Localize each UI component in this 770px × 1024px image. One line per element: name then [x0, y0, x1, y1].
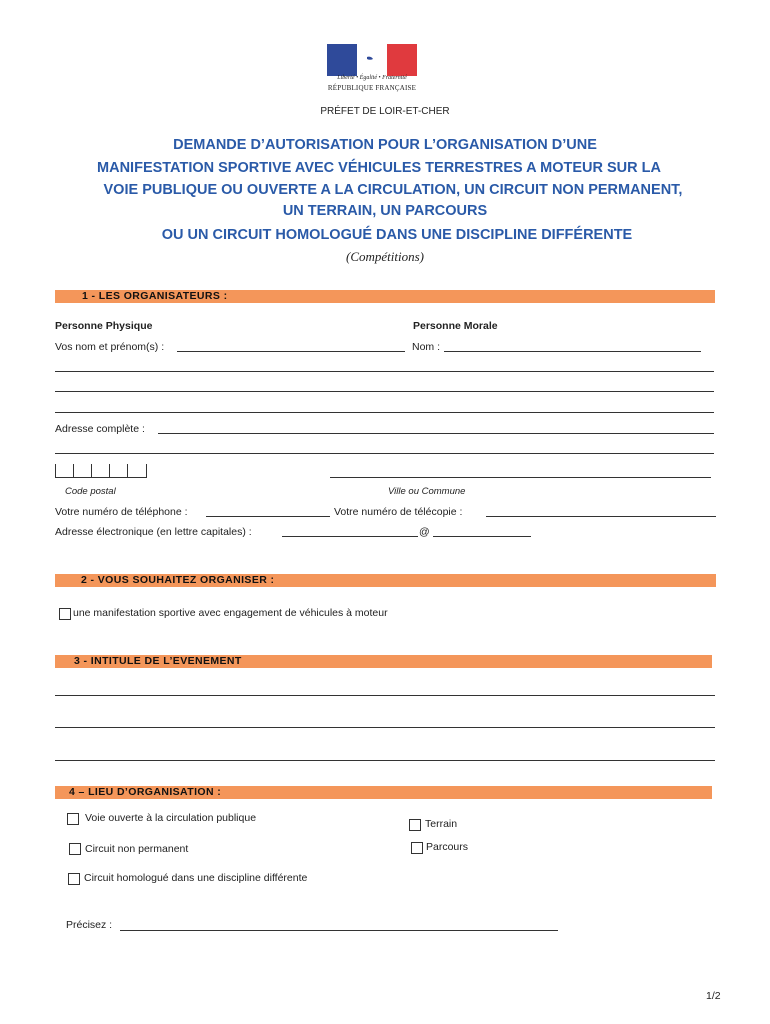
section-4-header [55, 786, 712, 799]
telecopie-label: Votre numéro de télécopie : [334, 506, 463, 518]
title-line-3: VOIE PUBLIQUE OU OUVERTE A LA CIRCULATION, UN CIRCUIT NON PERMANENT, [103, 182, 683, 198]
precisez-field[interactable] [120, 930, 558, 931]
section-2-title: 2 - VOUS SOUHAITEZ ORGANISER : [81, 574, 275, 586]
republique-francaise-logo [327, 44, 417, 96]
circuit-homologue-checkbox[interactable] [68, 873, 80, 885]
parcours-label: Parcours [426, 841, 469, 853]
adresse-label: Adresse complète : [55, 423, 145, 435]
code-postal-field[interactable] [55, 464, 147, 478]
adresse-field[interactable] [158, 433, 714, 434]
intitule-line-2[interactable] [55, 727, 715, 728]
circuit-non-permanent-checkbox[interactable] [69, 843, 81, 855]
title-line-5: OU UN CIRCUIT HOMOLOGUÉ DANS UNE DISCIPLINE DIFFÉRENTE [161, 227, 633, 243]
devise-text: Liberté • Égalité • Fraternité [337, 75, 407, 81]
telecopie-field[interactable] [486, 516, 716, 517]
marianne-icon [349, 47, 393, 75]
email-at-sign: @ [419, 526, 430, 538]
terrain-checkbox[interactable] [409, 819, 421, 831]
intitule-line-1[interactable] [55, 695, 715, 696]
section-3-title: 3 - INTITULE DE L’EVENEMENT [74, 655, 242, 667]
republique-francaise-text: RÉPUBLIQUE FRANÇAISE [327, 84, 417, 92]
voie-ouverte-checkbox[interactable] [67, 813, 79, 825]
precisez-label: Précisez : [66, 919, 113, 931]
title-line-4: UN TERRAIN, UN PARCOURS [282, 203, 488, 219]
manifestation-option-label: une manifestation sportive avec engagement de véhicules à moteur [73, 607, 388, 619]
blank-line-3[interactable] [55, 412, 714, 413]
voie-ouverte-label: Voie ouverte à la circulation publique [85, 812, 257, 824]
prefet-label: PRÉFET DE LOIR-ET-CHER [320, 106, 450, 117]
manifestation-checkbox[interactable] [59, 608, 71, 620]
section-1-title: 1 - LES ORGANISATEURS : [82, 290, 228, 302]
page-number: 1/2 [706, 990, 721, 1002]
title-line-2: MANIFESTATION SPORTIVE AVEC VÉHICULES TERRESTRES A MOTEUR SUR LA [97, 160, 661, 176]
telephone-field[interactable] [206, 516, 330, 517]
telephone-label: Votre numéro de téléphone : [55, 506, 188, 518]
title-line-1: DEMANDE D’AUTORISATION POUR L’ORGANISATION D’UNE [173, 137, 597, 153]
parcours-checkbox[interactable] [411, 842, 423, 854]
nom-field[interactable] [444, 351, 701, 352]
section-1-header [55, 290, 715, 303]
nom-label: Nom : [412, 341, 441, 353]
circuit-homologue-label: Circuit homologué dans une discipline différente [84, 872, 308, 884]
email-domain-field[interactable] [433, 536, 531, 537]
section-3-header [55, 655, 712, 668]
personne-morale-label: Personne Morale [413, 320, 498, 332]
ville-field[interactable] [330, 477, 711, 478]
ville-label: Ville ou Commune [388, 486, 466, 497]
section-4-title: 4 – LIEU D’ORGANISATION : [69, 786, 222, 798]
blank-line-2[interactable] [55, 391, 714, 392]
adresse-line-2[interactable] [55, 453, 714, 454]
nom-prenom-label: Vos nom et prénom(s) : [55, 341, 165, 353]
email-user-field[interactable] [282, 536, 418, 537]
nom-prenom-field[interactable] [177, 351, 405, 352]
subtitle: (Compétitions) [346, 249, 424, 264]
section-2-header [55, 574, 716, 587]
intitule-line-3[interactable] [55, 760, 715, 761]
code-postal-label: Code postal [65, 486, 116, 497]
personne-physique-label: Personne Physique [55, 320, 153, 332]
email-label: Adresse électronique (en lettre capitales) : [55, 526, 252, 538]
circuit-non-permanent-label: Circuit non permanent [85, 843, 189, 855]
blank-line-1[interactable] [55, 371, 714, 372]
terrain-label: Terrain [425, 818, 458, 830]
